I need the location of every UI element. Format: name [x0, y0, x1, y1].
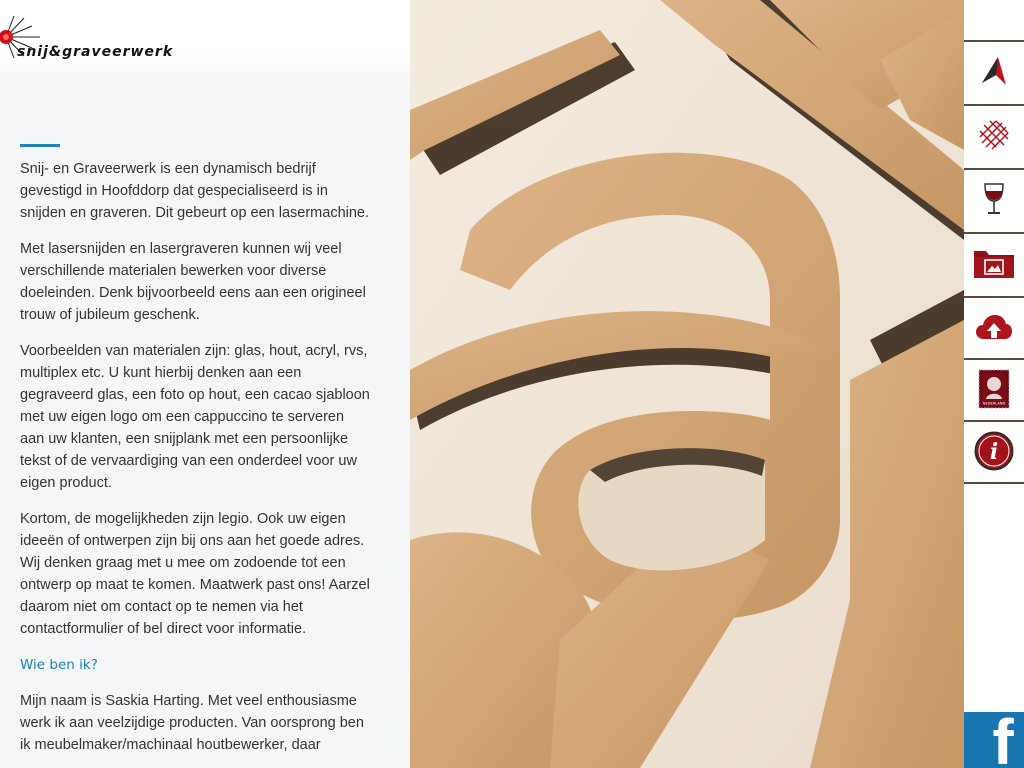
intro-text — [20, 158, 370, 768]
mesh-pattern-icon — [976, 117, 1012, 153]
paragraph: Voorbeelden van materialen zijn: glas, hout, acryl, rvs, multiplex etc. U kunt hierbij denken aan een gegraveerd glas, een foto op hout, een cacao sjabloon met uw eigen logo om een cappuccino te serveren aan uw klanten, een snijplank met een persoonlijke tekst of de vervaardiging van een onderdeel voor uw eigen product. — [20, 343, 370, 491]
nav-cutting[interactable] — [964, 40, 1024, 100]
nav-stamps[interactable] — [964, 358, 1024, 418]
info-label: i — [989, 439, 999, 465]
nav-photos[interactable] — [964, 232, 1024, 292]
stamp-text: NEDERLAND — [982, 401, 1006, 406]
paragraph: Met lasersnijden en lasergraveren kunnen wij veel verschillende materialen bewerken voor diverse doeleinden. Denk bijvoorbeeld eens aan een origineel trouw of jubileum geschenk. — [20, 241, 366, 323]
content-column — [0, 0, 410, 768]
nav-glass[interactable] — [964, 168, 1024, 228]
facebook-button[interactable] — [964, 712, 1024, 768]
nav-info[interactable] — [964, 420, 1024, 480]
about-paragraph: Mijn naam is Saskia Harting. Met veel enthousiasme werk ik aan veelzijdige producten. Van oorsprong ben ik meubelmaker/machinaal houtbewerker, daar — [20, 693, 364, 753]
hero-image — [410, 0, 964, 768]
sidebar-divider — [964, 482, 1024, 484]
nav-engraving[interactable] — [964, 104, 1024, 164]
wooden-letters-image — [410, 0, 964, 768]
nav-upload[interactable] — [964, 296, 1024, 356]
info-icon — [974, 431, 1014, 471]
arrow-cursor-icon — [976, 53, 1012, 89]
accent-divider — [20, 144, 60, 147]
cloud-upload-icon — [974, 311, 1014, 343]
icon-sidebar — [964, 0, 1024, 768]
stamp-icon — [978, 369, 1010, 409]
facebook-icon: f — [992, 712, 1014, 768]
about-heading: Wie ben ik? — [20, 657, 98, 673]
paragraph: Snij- en Graveerwerk is een dynamisch bedrijf gevestigd in Hoofddorp dat gespecialiseerd is in snijden en graveren. Dit gebeurt op een lasermachine. — [20, 161, 370, 221]
header — [0, 0, 410, 90]
logo-text: snij&graveerwerk — [17, 44, 174, 60]
site-logo[interactable] — [0, 16, 260, 58]
paragraph: Kortom, de mogelijkheden zijn legio. Ook uw eigen ideeën of ontwerpen zijn bij ons aan het goede adres. Wij denken graag met u mee om zodoende tot een ontwerp op maat te komen. Maatwerk past ons! Aarzel daarom niet om contact op te nemen via het contactformulier of bel direct voor informatie. — [20, 511, 370, 637]
wine-glass-icon — [976, 181, 1012, 217]
photo-folder-icon — [972, 245, 1016, 281]
